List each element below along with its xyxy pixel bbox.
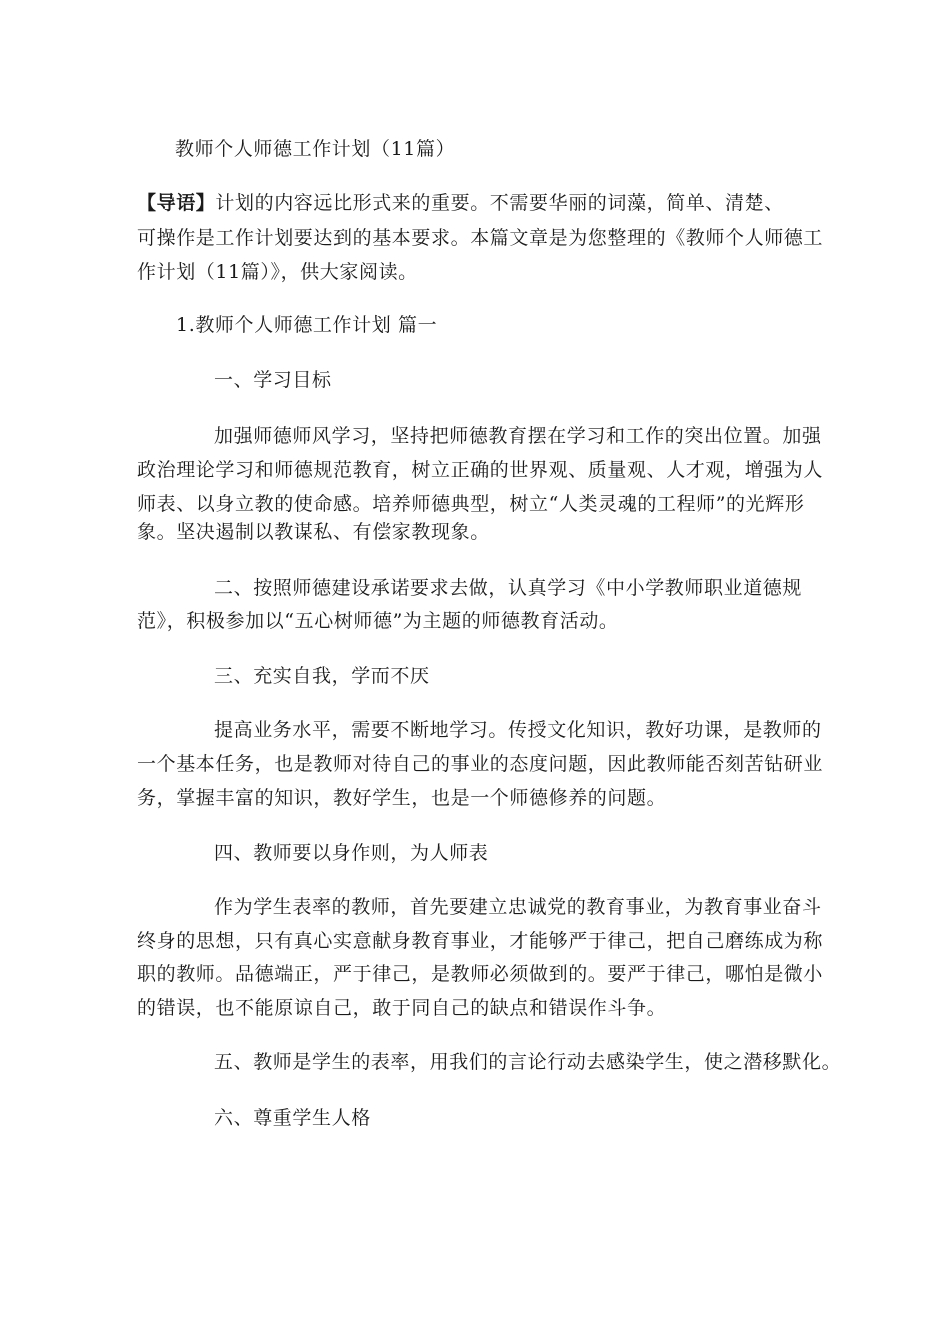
paragraph-line: 加强师德师风学习，坚持把师德教育摆在学习和工作的突出位置。加强: [214, 425, 822, 447]
subheading-respect-students: 六、尊重学生人格: [214, 1107, 371, 1129]
paragraph-line: 的错误，也不能原谅自己，敢于同自己的缺点和错误作斗争。: [137, 997, 667, 1019]
paragraph-line: 师表、以身立教的使命感。培养师德典型，树立“人类灵魂的工程师”的光辉形: [137, 493, 805, 515]
paragraph-line: 职的教师。品德端正，严于律己，是教师必须做到的。要严于律己，哪怕是微小: [137, 963, 824, 985]
intro-text-1: 计划的内容远比形式来的重要。不需要华丽的词藻，简单、清楚、: [215, 192, 784, 214]
document-title: 教师个人师德工作计划（11篇）: [175, 138, 456, 160]
paragraph-line: 象。坚决遏制以教谋私、有偿家教现象。: [137, 521, 490, 543]
paragraph-line: 作为学生表率的教师，首先要建立忠诚党的教育事业，为教育事业奋斗: [214, 896, 822, 918]
paragraph-line: 务，掌握丰富的知识，教好学生，也是一个师德修养的问题。: [137, 787, 667, 809]
paragraph-line: 提高业务水平，需要不断地学习。传授文化知识，教好功课，是教师的: [214, 719, 822, 741]
paragraph-line: 一个基本任务，也是教师对待自己的事业的态度问题，因此教师能否刻苦钻研业: [137, 753, 824, 775]
intro-line-1: [137, 191, 817, 215]
intro-label: 【导语】: [137, 192, 216, 214]
intro-line-3: 作计划（11篇）》，供大家阅读。: [137, 261, 418, 283]
intro-line-2: 可操作是工作计划要达到的基本要求。本篇文章是为您整理的《教师个人师德工: [137, 227, 824, 249]
subheading-learning-goals: 一、学习目标: [214, 369, 332, 391]
section-heading: 1.教师个人师德工作计划 篇一: [176, 314, 438, 336]
paragraph-line: 范》，积极参加以“五心树师德”为主题的师德教育活动。: [137, 610, 619, 632]
subheading-self-improvement: 三、充实自我，学而不厌: [214, 665, 430, 687]
paragraph-line: 二、按照师德建设承诺要求去做，认真学习《中小学教师职业道德规: [214, 577, 803, 599]
paragraph-line: 政治理论学习和师德规范教育，树立正确的世界观、质量观、人才观，增强为人: [137, 459, 824, 481]
paragraph-line: 终身的思想，只有真心实意献身教育事业，才能够严于律己，把自己磨练成为称: [137, 930, 824, 952]
subheading-role-model: 五、教师是学生的表率，用我们的言论行动去感染学生，使之潜移默化。: [214, 1051, 842, 1073]
subheading-lead-by-example: 四、教师要以身作则，为人师表: [214, 842, 489, 864]
